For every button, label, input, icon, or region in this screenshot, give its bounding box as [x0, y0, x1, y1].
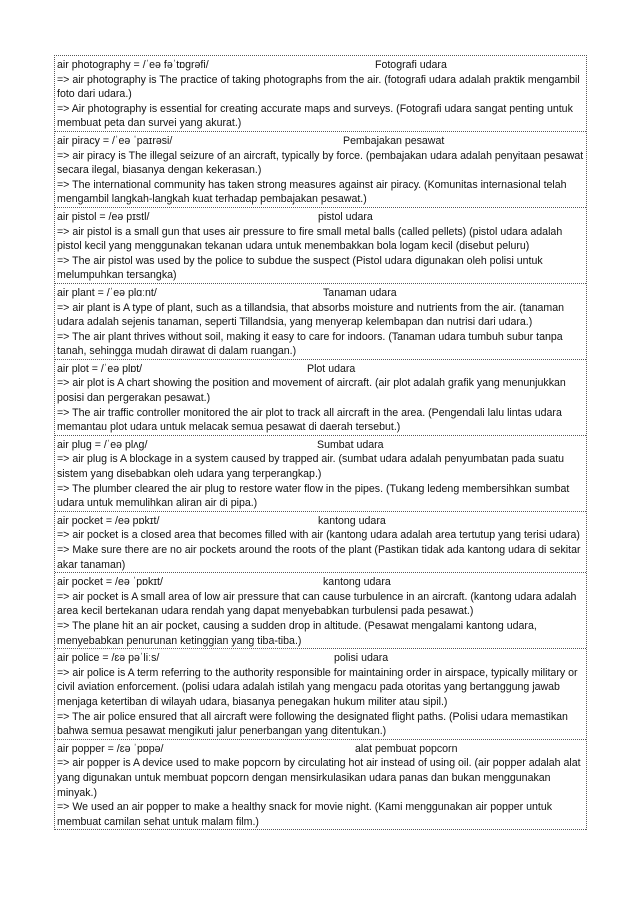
entry-definition: => air plug is A blockage in a system caused by trapped air. (sumbat udara adalah penyumbatan pada suatu sistem yang disebabkan oleh udara yang terperangkap.): [57, 453, 565, 481]
glossary-entry: [55, 360, 586, 436]
entry-example: => The air pistol was used by the police to subdue the suspect (Pistol udara digunakan oleh polisi untuk melumpuhkan tersangka): [57, 254, 543, 282]
entry-definition: => air pistol is a small gun that uses air pressure to fire small metal balls (called pellets) (pistol udara adalah pistol kecil yang menggunakan tekanan udara untuk menembakkan bola logam kecil (disebut peluru): [57, 225, 563, 253]
entry-translation: Fotografi udara: [375, 59, 447, 71]
entry-translation: Pembajakan pesawat: [343, 134, 445, 147]
entry-term: air photography = /ˈeə fəˈtɒgrəfi/: [57, 59, 209, 71]
entry-definition: => air popper is A device used to make popcorn by circulating hot air instead of using oil. (air popper adalah alat yang digunakan untuk membuat popcorn dengan mensirkulasikan udara panas dan bukan menggunakan minyak.): [57, 757, 581, 799]
glossary-entry: [55, 573, 586, 649]
glossary-entry: [55, 436, 586, 512]
entry-example: => The air plant thrives without soil, making it easy to care for indoors. (Tanaman udara tumbuh subur tanpa tanah, sehingga mudah dirawat di dalam ruangan.): [57, 330, 563, 358]
entry-term: air police = /ɛə pəˈliːs/: [57, 652, 160, 665]
entry-heading: [57, 210, 584, 225]
entry-heading: [57, 438, 584, 453]
glossary-entry: [55, 132, 586, 208]
glossary-entry: [55, 284, 586, 360]
entry-term: air piracy = /ˈeə ˈpaɪrəsi/: [57, 134, 173, 147]
entry-definition: => air police is A term referring to the authority responsible for maintaining order in airspace, typically military or civil aviation enforcement. (polisi udara adalah istilah yang mengacu pada otoritas yang bertanggung jawab menjaga ketertiban di wilayah udara, biasanya penegakan hukum militer atau sipil.): [57, 666, 578, 708]
entry-example: => The plumber cleared the air plug to restore water flow in the pipes. (Tukang ledeng membersihkan sumbat udara untuk memulihkan aliran air di pipa.): [57, 482, 570, 510]
entry-heading: [57, 58, 584, 73]
entry-example: => The international community has taken strong measures against air piracy. (Komunitas internasional telah mengambil langkah-langkah kuat terhadap pembajakan pesawat.): [57, 178, 567, 206]
entry-heading: [57, 286, 584, 301]
glossary-entry: [55, 649, 586, 740]
glossary-entry: [55, 208, 586, 284]
glossary-table: [54, 55, 587, 830]
entry-heading: [57, 575, 584, 590]
entry-heading: [57, 134, 584, 149]
entry-definition: => air pocket is A small area of low air pressure that can cause turbulence in an aircraft. (kantong udara adalah area kecil bertekanan udara rendah yang dapat menyebabkan turbulensi pada pesawat.): [57, 590, 577, 618]
entry-example: => The air police ensured that all aircraft were following the designated flight paths. (Polisi udara memastikan bahwa semua pesawat mengikuti jalur penerbangan yang ditentukan.): [57, 710, 568, 738]
glossary-entry: [55, 512, 586, 573]
entry-term: air popper = /ɛə ˈpɒpə/: [57, 742, 164, 755]
entry-example: => Air photography is essential for creating accurate maps and surveys. (Fotografi udara sangat penting untuk membuat peta dan survei yang akurat.): [57, 102, 573, 130]
entry-term: air pistol = /eə pɪstl/: [57, 210, 150, 223]
entry-term: air plot = /ˈeə plɒt/: [57, 362, 143, 375]
entry-definition: => air plant is A type of plant, such as a tillandsia, that absorbs moisture and nutrients from the air. (tanaman udara adalah sejenis tanaman, seperti Tillandsia, yang menyerap kelembapan dan nutrisi dari udara.): [57, 301, 565, 329]
entry-definition: => air pocket is a closed area that becomes filled with air (kantong udara adalah area tertutup yang terisi udara): [57, 529, 580, 542]
entry-definition: => air piracy is The illegal seizure of an aircraft, typically by force. (pembajakan udara adalah penyitaan pesawat secara ilegal, biasanya dengan kekerasan.): [57, 149, 584, 177]
entry-term: air pocket = /eə pɒkɪt/: [57, 514, 160, 527]
entry-example: => The air traffic controller monitored the air plot to track all aircraft in the area. (Pengendali lalu lintas udara memantau plot udara untuk melacak semua pesawat di daerah tersebut.): [57, 406, 562, 434]
entry-translation: Tanaman udara: [323, 286, 397, 299]
glossary-entry: [55, 740, 586, 831]
entry-heading: [57, 362, 584, 377]
entry-example: => Make sure there are no air pockets around the roots of the plant (Pastikan tidak ada kantong udara di sekitar akar tanaman): [57, 544, 581, 571]
entry-definition: => air plot is A chart showing the position and movement of aircraft. (air plot adalah grafik yang menunjukkan posisi dan pergerakan pesawat.): [57, 377, 566, 405]
entry-translation: pistol udara: [318, 210, 373, 223]
entry-term: air plant = /ˈeə plɑːnt/: [57, 286, 157, 299]
entry-example: => The plane hit an air pocket, causing a sudden drop in altitude. (Pesawat mengalami kantong udara, menyebabkan penurunan ketinggian yang tiba-tiba.): [57, 619, 537, 647]
entry-heading: [57, 514, 584, 529]
glossary-entry: [55, 56, 586, 132]
entry-translation: Sumbat udara: [317, 438, 384, 451]
entry-example: => We used an air popper to make a healthy snack for movie night. (Kami menggunakan air popper untuk membuat camilan sehat untuk malam film.): [57, 801, 553, 828]
entry-definition: => air photography is The practice of taking photographs from the air. (fotografi udara adalah praktik mengambil foto dari udara.): [57, 73, 580, 101]
entry-translation: alat pembuat popcorn: [355, 742, 458, 755]
entry-heading: [57, 742, 584, 757]
entry-heading: [57, 651, 584, 666]
entry-translation: polisi udara: [334, 652, 389, 665]
entry-term: air pocket = /eə ˈpɒkɪt/: [57, 576, 163, 589]
entry-translation: kantong udara: [323, 576, 391, 589]
entry-term: air plug = /ˈeə plʌg/: [57, 438, 148, 451]
entry-translation: Plot udara: [307, 362, 356, 375]
entry-translation: kantong udara: [318, 514, 386, 527]
